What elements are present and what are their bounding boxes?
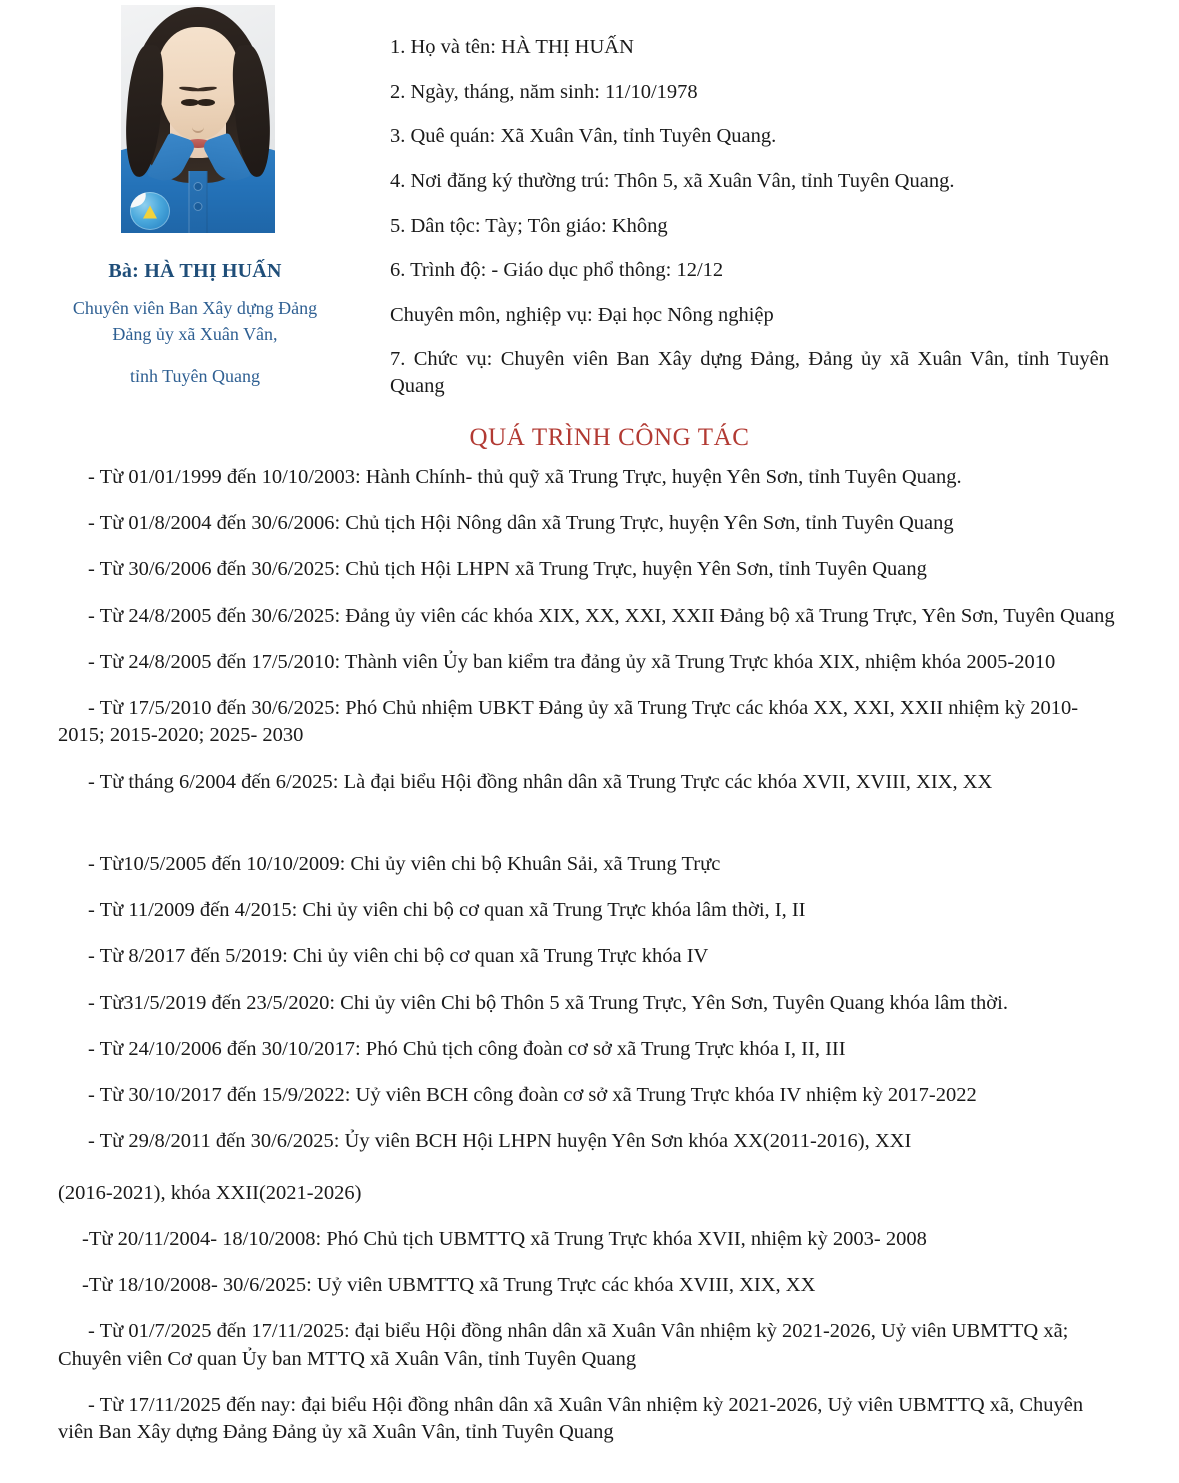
work-history-list — [0, 464, 1179, 1483]
photo-caption-line-3: tỉnh Tuyên Quang — [129, 366, 261, 387]
info-item-education-level: 6. Trình độ: - Giáo dục phổ thông: 12/12 — [390, 259, 724, 282]
photo-column — [0, 4, 390, 390]
work-history-item: - Từ 30/10/2017 đến 15/9/2022: Uỷ viên BCH công đoàn cơ sở xã Trung Trực khóa IV nhiệm kỳ 2017-2022 — [88, 1084, 977, 1107]
work-history-item: -Từ 18/10/2008- 30/6/2025: Uỷ viên UBMTTQ xã Trung Trực các khóa XVIII, XIX, XX — [82, 1274, 816, 1297]
work-history-item-continuation: (2016-2021), khóa XXII(2021-2026) — [58, 1181, 362, 1204]
portrait-photo — [121, 5, 275, 233]
work-history-item: - Từ31/5/2019 đến 23/5/2020: Chi ủy viên Chi bộ Thôn 5 xã Trung Trực, Yên Sơn, Tuyên Quang khóa lâm thời. — [88, 991, 1008, 1014]
work-history-item: - Từ 8/2017 đến 5/2019: Chi ủy viên chi bộ cơ quan xã Trung Trực khóa IV — [88, 945, 709, 968]
work-history-item: - Từ 17/11/2025 đến nay: đại biểu Hội đồng nhân dân xã Xuân Vân nhiệm kỳ 2021-2026, Uỷ viên UBMTTQ xã, Chuyên viên Ban Xây dựng Đảng Đảng ủy xã Xuân Vân, tỉnh Tuyên Quang — [58, 1393, 1084, 1444]
work-history-item: - Từ 24/10/2006 đến 30/10/2017: Phó Chủ tịch công đoàn cơ sở xã Trung Trực khóa I, II, III — [88, 1037, 846, 1060]
photo-caption-name: Bà: HÀ THỊ HUẤN — [108, 260, 282, 282]
info-item-hometown: 3. Quê quán: Xã Xuân Vân, tỉnh Tuyên Quang. — [390, 125, 777, 148]
work-history-item: - Từ 29/8/2011 đến 30/6/2025: Ủy viên BCH Hội LHPN huyện Yên Sơn khóa XX(2011-2016), XXI — [88, 1130, 912, 1153]
nose-shape — [192, 121, 204, 133]
work-history-item: - Từ 24/8/2005 đến 30/6/2025: Đảng ủy viên các khóa XIX, XX, XXI, XXII Đảng bộ xã Trung Trực, Yên Sơn, Tuyên Quang — [88, 604, 1115, 627]
eye-right — [181, 99, 199, 106]
work-history-item: - Từ 01/01/1999 đến 10/10/2003: Hành Chính- thủ quỹ xã Trung Trực, huyện Yên Sơn, tỉnh Tuyên Quang. — [88, 465, 962, 488]
work-history-item: - Từ 17/5/2010 đến 30/6/2025: Phó Chủ nhiệm UBKT Đảng ủy xã Trung Trực các khóa XX, XXI, XXII nhiệm kỳ 2010-2015; 2015-2020; 2025- 2030 — [58, 697, 1079, 747]
youth-union-emblem-icon — [130, 192, 170, 230]
work-history-item: -Từ 20/11/2004- 18/10/2008: Phó Chủ tịch UBMTTQ xã Trung Trực khóa XVII, nhiệm kỳ 2003- 2008 — [82, 1227, 927, 1250]
photo-caption-line-1: Chuyên viên Ban Xây dựng Đảng — [72, 298, 318, 318]
work-history-item: - Từ 11/2009 đến 4/2015: Chi ủy viên chi bộ cơ quan xã Trung Trực khóa lâm thời, I, II — [88, 899, 806, 922]
shirt-button-bottom — [194, 203, 201, 210]
eyebrow-right — [178, 86, 200, 92]
work-history-item: - Từ10/5/2005 đến 10/10/2009: Chi ủy viên chi bộ Khuân Sải, xã Trung Trực — [88, 852, 721, 875]
info-item-professional-qualification: Chuyên môn, nghiệp vụ: Đại học Nông nghiệp — [390, 303, 774, 326]
work-history-item: - Từ 24/8/2005 đến 17/5/2010: Thành viên Ủy ban kiểm tra đảng ủy xã Trung Trực khóa XIX, nhiệm khóa 2005-2010 — [88, 650, 1056, 673]
work-history-item: - Từ 01/8/2004 đến 30/6/2006: Chủ tịch Hội Nông dân xã Trung Trực, huyện Yên Sơn, tỉnh Tuyên Quang — [88, 512, 954, 535]
personal-info-list — [390, 4, 1179, 400]
face-shape — [157, 27, 239, 139]
work-history-item: - Từ 30/6/2006 đến 30/6/2025: Chủ tịch Hội LHPN xã Trung Trực, huyện Yên Sơn, tỉnh Tuyên Quang — [88, 558, 927, 581]
shirt-button-top — [194, 183, 201, 190]
work-history-item: - Từ tháng 6/2004 đến 6/2025: Là đại biểu Hội đồng nhân dân xã Trung Trực các khóa XVII, XVIII, XIX, XX — [88, 770, 993, 793]
info-item-full-name: 1. Họ và tên: HÀ THỊ HUẤN — [390, 36, 634, 58]
work-history-item: - Từ 01/7/2025 đến 17/11/2025: đại biểu Hội đồng nhân dân xã Xuân Vân nhiệm kỳ 2021-2026, Uỷ viên UBMTTQ xã; Chuyên viên Cơ quan Ủy ban MTTQ xã Xuân Vân, tỉnh Tuyên Quang — [58, 1320, 1069, 1370]
info-item-ethnicity-religion: 5. Dân tộc: Tày; Tôn giáo: Không — [390, 214, 668, 237]
info-item-residence: 4. Nơi đăng ký thường trú: Thôn 5, xã Xuân Vân, tỉnh Tuyên Quang. — [390, 169, 955, 192]
info-item-position: 7. Chức vụ: Chuyên viên Ban Xây dựng Đảng, Đảng ủy xã Xuân Vân, tỉnh Tuyên Quang — [390, 348, 1109, 398]
photo-caption-line-2: Đảng ủy xã Xuân Vân, — [112, 323, 278, 344]
eye-left — [197, 99, 215, 106]
info-item-date-of-birth: 2. Ngày, tháng, năm sinh: 11/10/1978 — [390, 80, 698, 103]
profile-header — [0, 0, 1179, 400]
work-history-heading: QUÁ TRÌNH CÔNG TÁC — [469, 423, 750, 451]
